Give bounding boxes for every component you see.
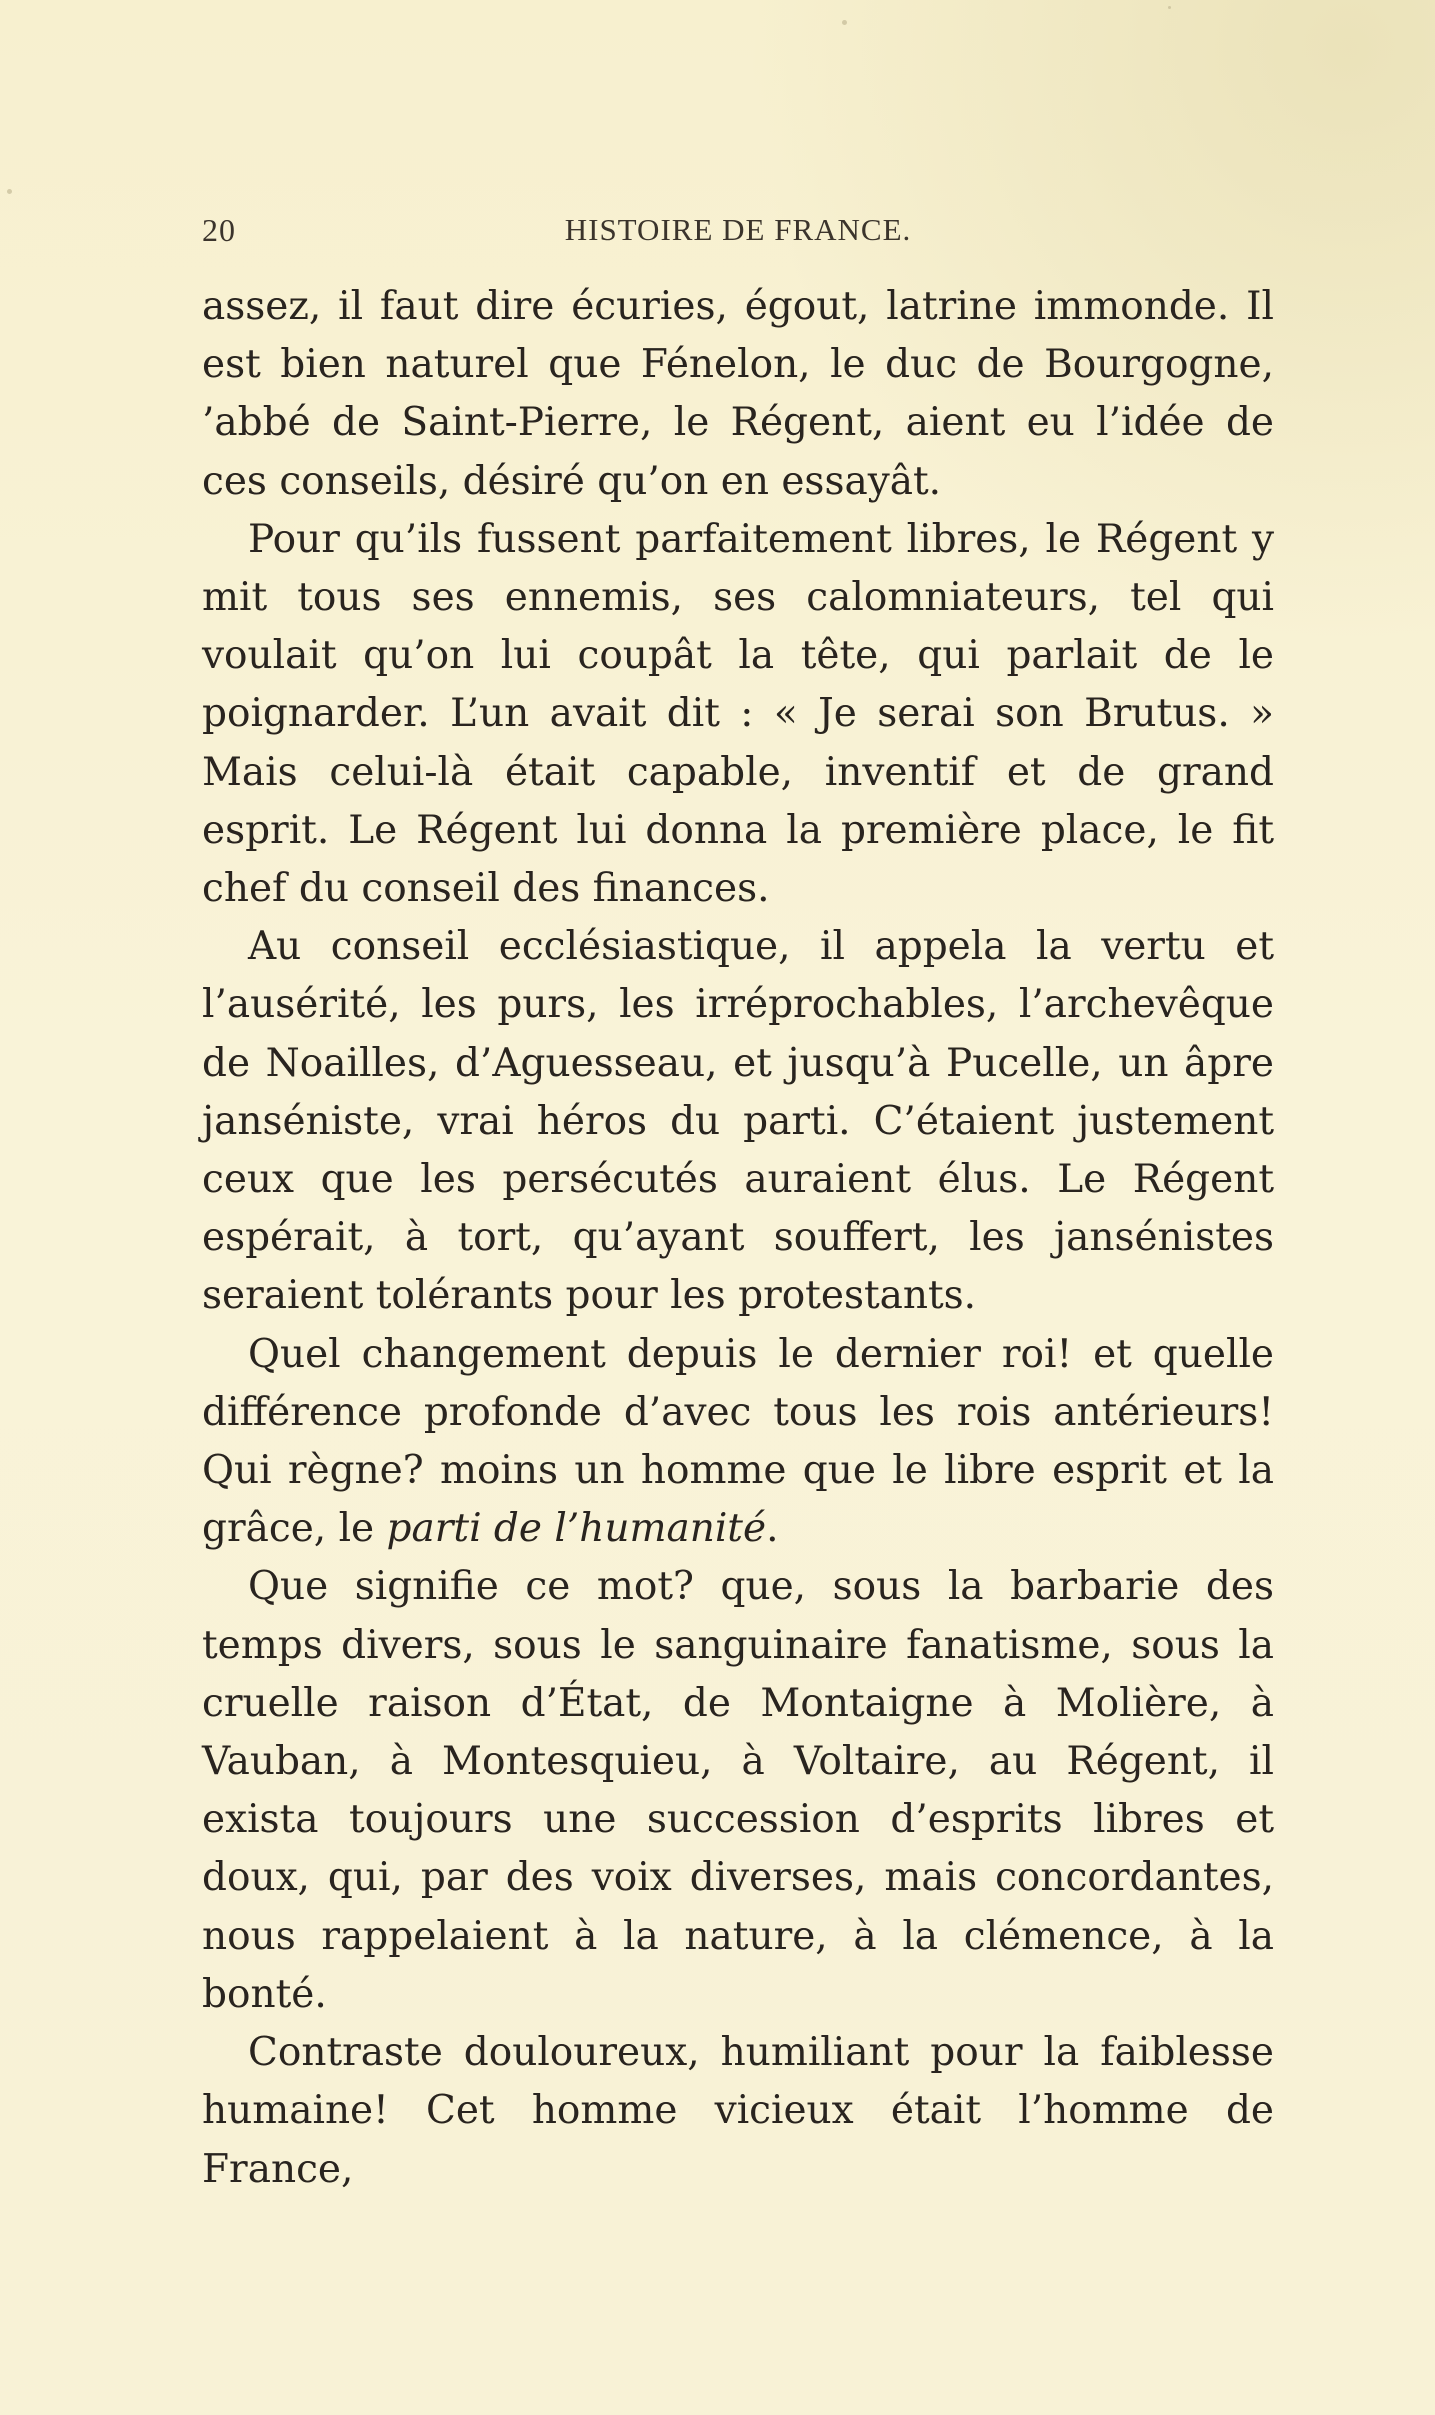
italic-phrase: parti de l’humanité	[386, 1506, 767, 1552]
body-text	[202, 278, 1274, 2199]
paper-speck	[1168, 6, 1171, 9]
paper-speck	[842, 20, 847, 25]
paragraph-5: Que signifie ce mot? que, sous la barbarie des temps divers, sous le sanguinaire fanatisme, sous la cruelle raison d’État, de Montaigne à Molière, à Vauban, à Montesquieu, à Voltaire, au Régent, il exista toujours une succession d’esprits libres et doux, qui, par des voix diverses, mais concordantes, nous rappelaient à la nature, à la clémence, à la bonté.	[202, 1564, 1274, 2017]
paragraph-3: Au conseil ecclésiastique, il appela la vertu et l’ausérité, les purs, les irréprochables, l’archevêque de Noailles, d’Aguesseau, et jusqu’à Pucelle, un âpre janséniste, vrai héros du parti. C’étaient justement ceux que les persécutés auraient élus. Le Régent espérait, à tort, qu’ayant souffert, les jansénistes seraient tolérants pour les protestants.	[202, 924, 1274, 1319]
page-number: 20	[202, 212, 236, 248]
running-title: HISTOIRE DE FRANCE.	[564, 212, 912, 247]
paragraph-1: assez, il faut dire écuries, égout, latrine immonde. Il est bien naturel que Fénelon, le duc de Bourgogne, ’abbé de Saint-Pierre, le Régent, aient eu l’idée de ces conseils, désiré qu’on en essayât.	[202, 284, 1274, 504]
paragraph-2: Pour qu’ils fussent parfaitement libres, le Régent y mit tous ses ennemis, ses calomniateurs, tel qui voulait qu’on lui coupât la tête, qui parlait de le poignarder. L’un avait dit : « Je serai son Brutus. » Mais celui-là était capable, inventif et de grand esprit. Le Régent lui donna la première place, le fit chef du conseil des finances.	[202, 516, 1274, 912]
paragraph-4-end: .	[766, 1506, 779, 1552]
paragraph-4-text: Quel changement depuis le dernier roi! et quelle différence profonde d’avec tous les rois antérieurs! Qui règne? moins un homme que le libre esprit et la grâce, le	[202, 1331, 1274, 1552]
running-header	[202, 212, 1274, 254]
paper-speck	[7, 189, 12, 194]
paragraph-6: Contraste douloureux, humiliant pour la faiblesse humaine! Cet homme vicieux était l’homme de France,	[202, 2030, 1274, 2192]
paragraph-4	[202, 1326, 1274, 1559]
